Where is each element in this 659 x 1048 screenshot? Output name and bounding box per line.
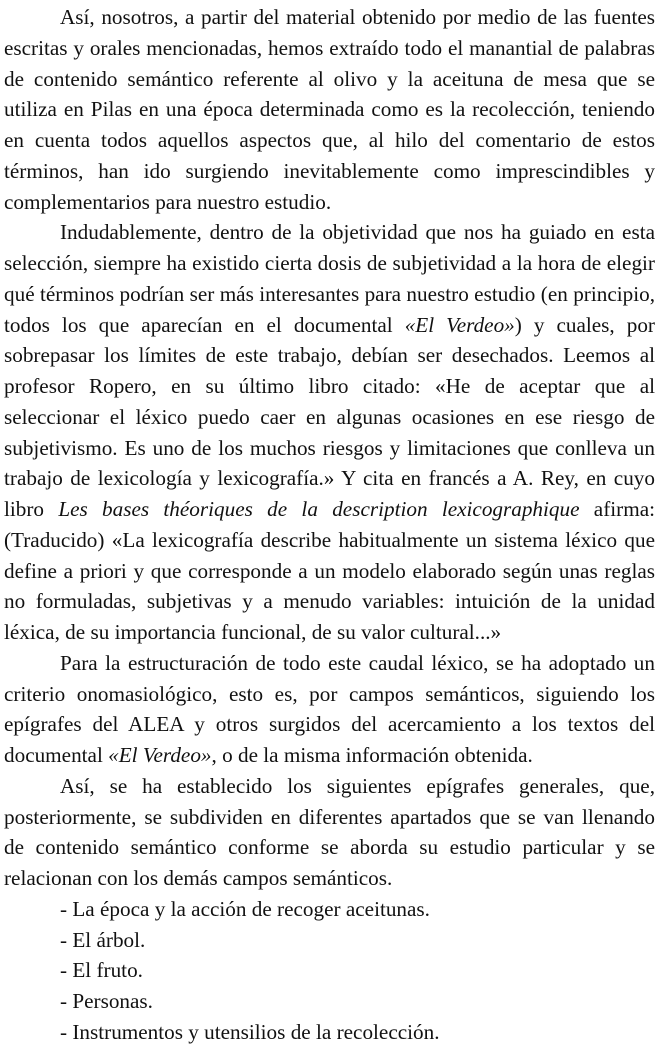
list-item: - Personas. bbox=[60, 989, 153, 1013]
paragraph-4 bbox=[4, 771, 655, 894]
headings-list bbox=[4, 894, 655, 1048]
list-item: - La época y la acción de recoger aceitunas. bbox=[60, 896, 430, 921]
paragraph-1 bbox=[4, 2, 655, 217]
paragraph-4-text: Así, se ha establecido los siguientes epígrafes generales, que, posteriormente, se subdividen en diferentes apartados que se van llenando de contenido semántico conforme se aborda su estudio particular y se relacionan con los demás campos semánticos. bbox=[4, 773, 655, 890]
paragraph-3 bbox=[4, 648, 655, 771]
paragraph-3-text-b: , o de la misma información obtenida. bbox=[211, 743, 533, 767]
paragraph-3-text-a: Para la estructuración de todo este caudal léxico, se ha adoptado un criterio onomasiológico, esto es, por campos semánticos, siguiendo los epígrafes del ALEA y otros surgidos del acercamiento a los textos del documental bbox=[4, 650, 655, 767]
paragraph-2-text-a: Indudablemente, dentro de la objetividad que nos ha guiado en esta selección, siempre ha existido cierta dosis de subjetividad a la hora de elegir qué términos podrían ser más interesantes para nuestro estudio (en principio, todos los que aparecían en el documental bbox=[4, 220, 655, 337]
documentary-title-el-verdeo: «El Verdeo» bbox=[404, 312, 515, 337]
document-page bbox=[4, 2, 655, 1048]
list-item: - El fruto. bbox=[60, 958, 143, 983]
list-item: - Instrumentos y utensilios de la recolección. bbox=[60, 1019, 440, 1044]
paragraph-2-text-c: afirma: (Traducido) «La lexicografía describe habitualmente un sistema léxico que define a priori y que corresponde a un modelo elaborado según unas reglas no formuladas, subjetivas y a menudo variables: intuición de la unidad léxica, de su importancia funcional, de su valor cultural...» bbox=[4, 497, 655, 644]
paragraph-2-text-b: ) y cuales, por sobrepasar los límites de este trabajo, debían ser desechados. Leemos al profesor Ropero, en su último libro citado: «He de aceptar que al seleccionar el léxico puedo caer en algunas ocasiones en ese riesgo de subjetivismo. Es uno de los muchos riesgos y limitaciones que conlleva un trabajo de lexicología y lexicografía.» Y cita en francés a A. Rey, en cuyo libro bbox=[4, 312, 655, 521]
list-item: - El árbol. bbox=[60, 927, 146, 952]
paragraph-1-text: Así, nosotros, a partir del material obtenido por medio de las fuentes escritas y orales mencionadas, hemos extraído todo el manantial de palabras de contenido semántico referente al olivo y la aceituna de mesa que se utiliza en Pilas en una época determinada como es la recolección, teniendo en cuenta todos aquellos aspectos que, al hilo del comentario de estos términos, han ido surgiendo inevitablemente como imprescindibles y complementarios para nuestro estudio. bbox=[4, 5, 655, 214]
documentary-title-el-verdeo-2: «El Verdeo» bbox=[108, 743, 212, 767]
book-title-les-bases: Les bases théoriques de la description lexicographique bbox=[58, 497, 580, 521]
paragraph-2 bbox=[4, 217, 655, 648]
